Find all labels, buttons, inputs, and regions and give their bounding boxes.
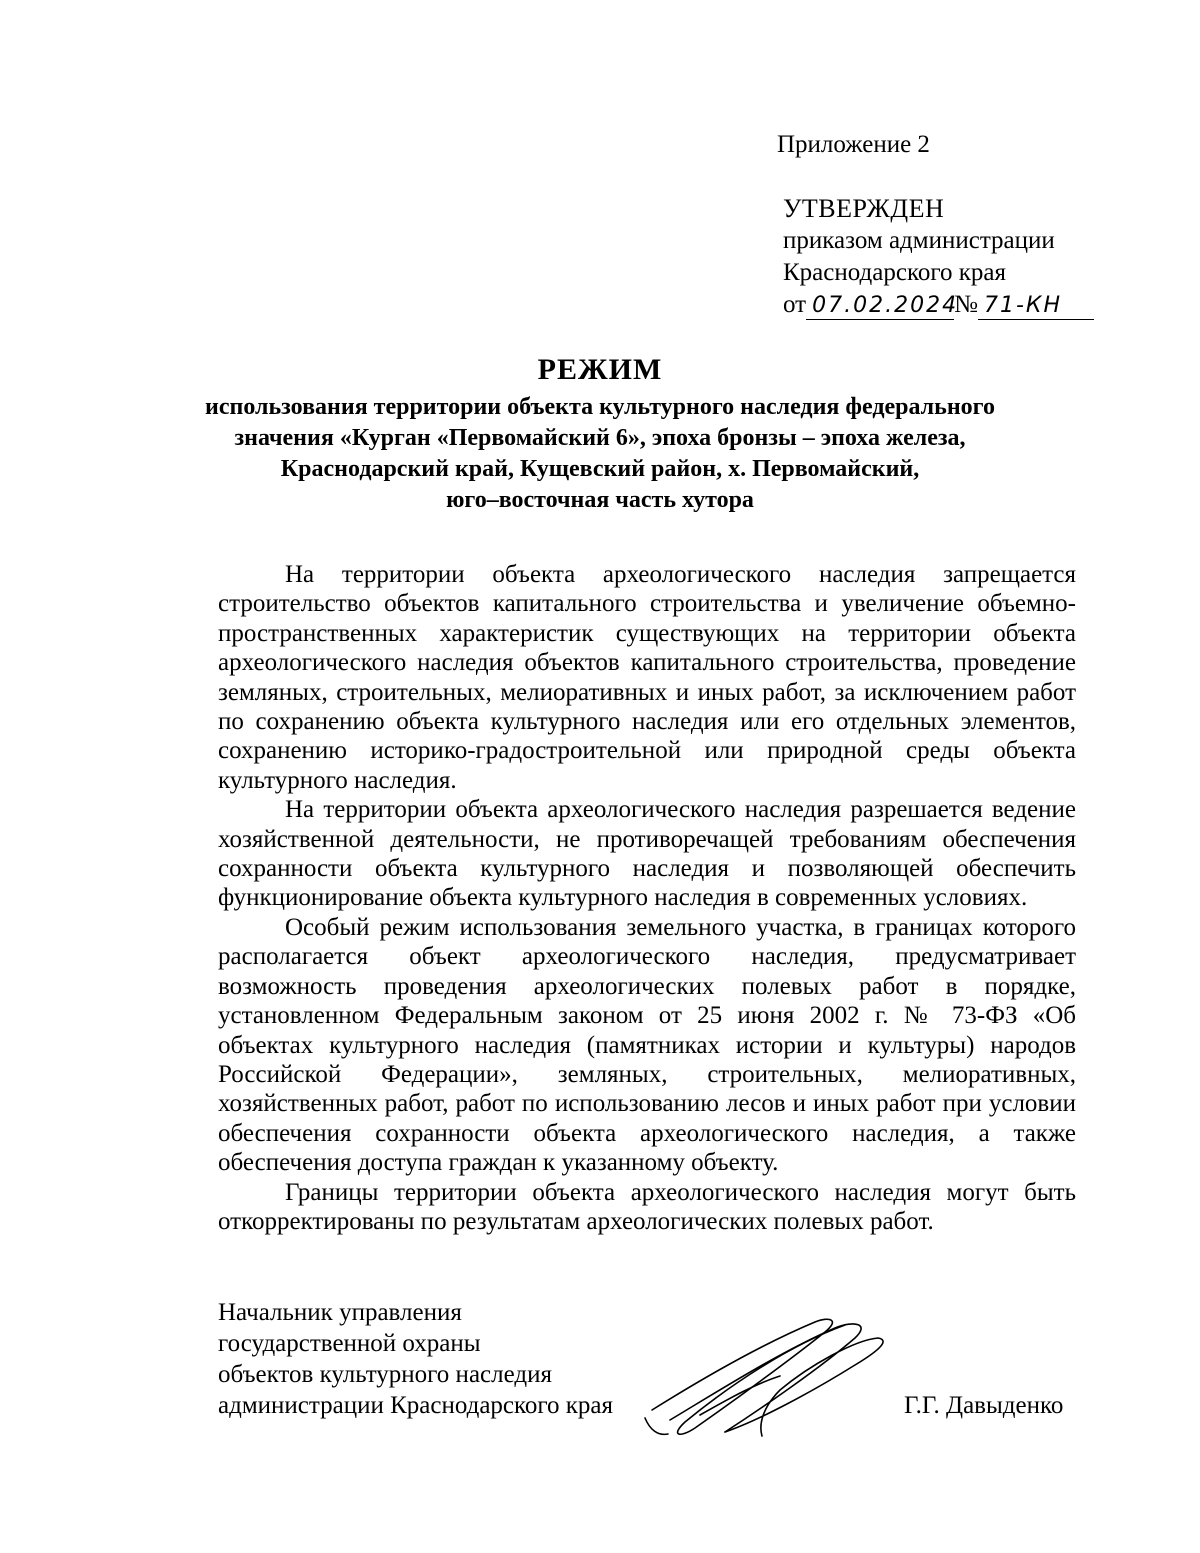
approval-line-2: Краснодарского края [783, 259, 1006, 286]
signatory-name: Г.Г. Давыденко [904, 1392, 1064, 1419]
date-prefix: от [783, 291, 807, 318]
title-main: РЕЖИМ [537, 353, 663, 386]
paragraph-3: Особый режим использования земельного участка, в границах которого располагается объект археологического наследия, предусматривает возможность проведения археологических полевых работ в порядке, установленном Федеральным законом от 25 июня 2002 г. № 73-ФЗ «Об объектах культурного наследия (памятниках истории и культуры) народов Российской Федерации», земляных, строительных, мелиоративных, хозяйственных работ, работ по использованию лесов и иных работ при условии обеспечения сохранности объекта археологического наследия, а также обеспечения доступа граждан к указанному объекту. [218, 913, 1076, 1177]
paragraph-4: Границы территории объекта археологического наследия могут быть откорректированы по результатам археологических полевых работ. [218, 1178, 1076, 1235]
position-line-3: объектов культурного наследия [218, 1361, 552, 1388]
approval-stamp [783, 193, 1094, 321]
signatory-position [218, 1297, 613, 1421]
position-line-4: администрации Краснодарского края [218, 1392, 614, 1419]
position-line-2: государственной охраны [218, 1330, 481, 1357]
position-line-1: Начальник управления [218, 1299, 462, 1326]
title-line-1: использования территории объекта культурного наследия федерального [205, 394, 995, 420]
document-title [150, 352, 1050, 516]
handwritten-number: 71-КН [978, 293, 1094, 320]
handwritten-date: 07.02.2024 [806, 293, 954, 320]
handwritten-signature [640, 1310, 900, 1450]
title-line-3: Краснодарский край, Кущевский район, х. Первомайский, [280, 456, 920, 482]
approval-date-row [783, 289, 1094, 321]
title-line-2: значения «Курган «Первомайский 6», эпоха бронзы – эпоха железа, [234, 425, 966, 451]
document-body [218, 560, 1076, 1236]
approval-heading: УТВЕРЖДЕН [783, 194, 945, 223]
paragraph-1: На территории объекта археологического наследия запрещается строительство объектов капитального строительства и увеличение объемно-пространственных характеристик существующих на территории объекта археологического наследия объектов капитального строительства, проведение земляных, строительных, мелиоративных и иных работ, за исключением работ по сохранению объекта культурного наследия или его отдельных элементов, сохранению историко-градостроительной или природной среды объекта культурного наследия. [218, 561, 1076, 794]
title-line-4: юго–восточная часть хутора [446, 487, 754, 513]
number-prefix: № [954, 291, 978, 318]
paragraph-2: На территории объекта археологического наследия разрешается ведение хозяйственной деятельности, не противоречащей требованиям обеспечения сохранности объекта культурного наследия и позволяющей обеспечить функционирование объекта культурного наследия в современных условиях. [218, 796, 1076, 912]
approval-line-1: приказом администрации [783, 227, 1055, 254]
appendix-label: Приложение 2 [777, 131, 930, 158]
